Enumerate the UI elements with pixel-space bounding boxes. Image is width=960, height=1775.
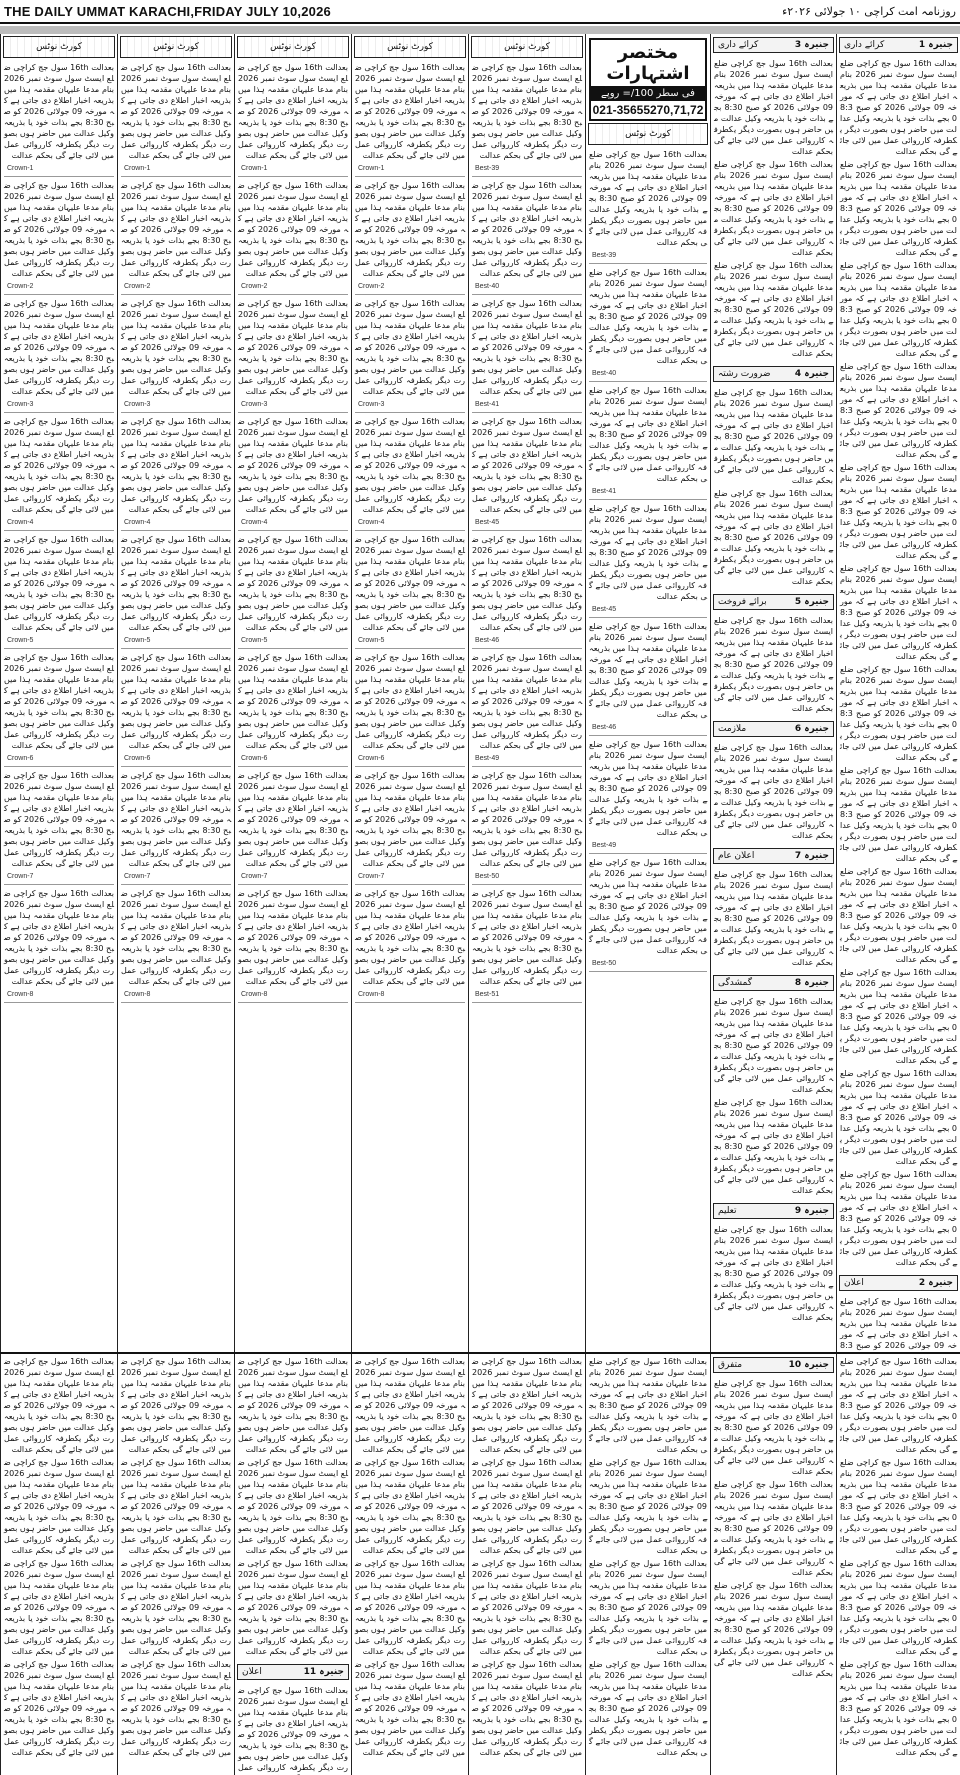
bottom-column-4: بعدالت 16th سول جج کراچی ضلع ایسٹ سول سوٹ نمبر 2026 بنام مدعا علیہان مقدمہ ہذا میں بذریعہ اخبار اطلاع دی جاتی ہے کہ مورخہ 09 جولائی 2026 کو صبح 8:30 بجے بذات خود یا بذریعہ وکیل عدالت میں حاضر ہوں بصورت دیگر یکطرفہ کارروائی عمل میں لائی جائے گی بحکم عدالت بعدالت 16th سول جج کراچی ضلع ایسٹ سول سوٹ نمبر 2026 بنام مدعا علیہان مقدمہ ہذا میں بذریعہ اخبار اطلاع دی جاتی ہے کہ مورخہ 09 جولائی 2026 کو صبح 8:30 بجے بذات خود یا بذریعہ وکیل عدالت میں حاضر ہوں بصورت دیگر یکطرفہ کارروائی عمل میں لائی جائے گی بحکم عدالت بعدالت 16th سول جج کراچی ضلع ایسٹ سول سوٹ نمبر 2026 بنام مدعا علیہان مقدمہ ہذا میں بذریعہ اخبار اطلاع دی جاتی ہے کہ مورخہ 09 جولائی 2026 کو صبح 8:30 بجے بذات خود یا بذریعہ وکیل عدالت میں حاضر ہوں بصورت دیگر یکطرفہ کارروائی عمل میں لائی جائے گی بحکم عدالت بعدالت 16th سول جج کراچی ضلع ایسٹ سول سوٹ نمبر 2026 بنام مدعا علیہان مقدمہ ہذا میں بذریعہ اخبار اطلاع دی جاتی ہے کہ مورخہ 09 جولائی 2026 کو صبح 8:30 بجے بذات خود یا بذریعہ وکیل عدالت میں حاضر ہوں بصورت دیگر یکطرفہ کارروائی عمل میں لائی جائے گی بحکم عدالت (351, 1354, 468, 1775)
column-1 (0, 34, 117, 1352)
section-header: جنیرہ 6 ملازمت (713, 721, 834, 737)
column-4 (351, 34, 468, 1352)
column-body: بعدالت 16th سول جج کراچی ضلع ایسٹ سول سوٹ نمبر 2026 بنام مدعا علیہان مقدمہ ہذا میں بذریعہ اخبار اطلاع دی جاتی ہے کہ مورخہ 09 جولائی 2026 کو صبح 8:30 بجے بذات خود یا بذریعہ وکیل عدالت میں حاضر ہوں بصورت دیگر یکطرفہ کارروائی عمل میں لائی جائے گی بحکم عدالت (714, 743, 834, 840)
column-body: بعدالت 16th سول جج کراچی ضلع ایسٹ سول سوٹ نمبر 2026 بنام مدعا علیہان مقدمہ ہذا میں بذریعہ اخبار اطلاع دی جاتی ہے کہ مورخہ 09 جولائی 2026 کو صبح 8:30 بجے بذات خود یا بذریعہ وکیل عدالت میں حاضر ہوں بصورت دیگر یکطرفہ کارروائی عمل میں لائی جائے گی بحکم عدالت بعدالت 16th سول جج کراچی ضلع ایسٹ سول سوٹ نمبر 2026 بنام مدعا علیہان مقدمہ ہذا میں بذریعہ اخبار اطلاع دی جاتی ہے کہ مورخہ 09 جولائی 2026 کو صبح 8:30 بجے بذات خود یا بذریعہ وکیل عدالت میں حاضر ہوں بصورت دیگر یکطرفہ کارروائی عمل میں لائی جائے گی بحکم عدالت (714, 997, 834, 1195)
column-5 (468, 34, 585, 1352)
section-header: جنیرہ 9 تعلیم (713, 1203, 834, 1219)
header-divider (0, 26, 960, 34)
column-body: بعدالت 16th سول جج کراچی ضلع ایسٹ سول سوٹ نمبر 2026 بنام مدعا علیہان مقدمہ ہذا میں بذریعہ اخبار اطلاع دی جاتی ہے کہ مورخہ 09 جولائی 2026 کو صبح 8:30 بجے بذات خود یا بذریعہ وکیل عدالت میں حاضر ہوں بصورت دیگر یکطرفہ کارروائی عمل میں لائی جائے گی بحکم عدالت (714, 616, 834, 713)
bottom-column-8: بعدالت 16th سول جج کراچی ضلع ایسٹ سول سوٹ نمبر 2026 بنام مدعا علیہان مقدمہ ہذا میں بذریعہ اخبار اطلاع دی جاتی ہے کہ مورخہ 09 جولائی 2026 کو صبح 8:30 بجے بذات خود یا بذریعہ وکیل عدالت میں حاضر ہوں بصورت دیگر یکطرفہ کارروائی عمل میں لائی جائے گی بحکم عدالت بعدالت 16th سول جج کراچی ضلع ایسٹ سول سوٹ نمبر 2026 بنام مدعا علیہان مقدمہ ہذا میں بذریعہ اخبار اطلاع دی جاتی ہے کہ مورخہ 09 جولائی 2026 کو صبح 8:30 بجے بذات خود یا بذریعہ وکیل عدالت میں حاضر ہوں بصورت دیگر یکطرفہ کارروائی عمل میں لائی جائے گی بحکم عدالت بعدالت 16th سول جج کراچی ضلع ایسٹ سول سوٹ نمبر 2026 بنام مدعا علیہان مقدمہ ہذا میں بذریعہ اخبار اطلاع دی جاتی ہے کہ مورخہ 09 جولائی 2026 کو صبح 8:30 بجے بذات خود یا بذریعہ وکیل عدالت میں حاضر ہوں بصورت دیگر یکطرفہ کارروائی عمل میں لائی جائے گی بحکم عدالت بعدالت 16th سول جج کراچی ضلع ایسٹ سول سوٹ نمبر 2026 بنام مدعا علیہان مقدمہ ہذا میں بذریعہ اخبار اطلاع دی جاتی ہے کہ مورخہ 09 جولائی 2026 کو صبح 8:30 بجے بذات خود یا بذریعہ وکیل عدالت میں حاضر ہوں بصورت دیگر یکطرفہ کارروائی عمل میں لائی جائے گی بحکم عدالت (836, 1354, 960, 1775)
column-body: بعدالت 16th سول جج کراچی ضلع ایسٹ سول سوٹ نمبر 2026 بنام مدعا علیہان مقدمہ ہذا میں بذریعہ اخبار اطلاع دی جاتی ہے کہ مورخہ 09 جولائی 2026 کو صبح 8:30 بجے بذات خود یا بذریعہ وکیل عدالت میں حاضر ہوں بصورت دیگر یکطرفہ کارروائی عمل میں لائی جائے گی بحکم عدالت (714, 870, 834, 967)
bottom-column-6: بعدالت 16th سول جج کراچی ضلع ایسٹ سول سوٹ نمبر 2026 بنام مدعا علیہان مقدمہ ہذا میں بذریعہ اخبار اطلاع دی جاتی ہے کہ مورخہ 09 جولائی 2026 کو صبح 8:30 بجے بذات خود یا بذریعہ وکیل عدالت میں حاضر ہوں بصورت دیگر یکطرفہ کارروائی عمل میں لائی جائے گی بحکم عدالت بعدالت 16th سول جج کراچی ضلع ایسٹ سول سوٹ نمبر 2026 بنام مدعا علیہان مقدمہ ہذا میں بذریعہ اخبار اطلاع دی جاتی ہے کہ مورخہ 09 جولائی 2026 کو صبح 8:30 بجے بذات خود یا بذریعہ وکیل عدالت میں حاضر ہوں بصورت دیگر یکطرفہ کارروائی عمل میں لائی جائے گی بحکم عدالت بعدالت 16th سول جج کراچی ضلع ایسٹ سول سوٹ نمبر 2026 بنام مدعا علیہان مقدمہ ہذا میں بذریعہ اخبار اطلاع دی جاتی ہے کہ مورخہ 09 جولائی 2026 کو صبح 8:30 بجے بذات خود یا بذریعہ وکیل عدالت میں حاضر ہوں بصورت دیگر یکطرفہ کارروائی عمل میں لائی جائے گی بحکم عدالت بعدالت 16th سول جج کراچی ضلع ایسٹ سول سوٹ نمبر 2026 بنام مدعا علیہان مقدمہ ہذا میں بذریعہ اخبار اطلاع دی جاتی ہے کہ مورخہ 09 جولائی 2026 کو صبح 8:30 بجے بذات خود یا بذریعہ وکیل عدالت میں حاضر ہوں بصورت دیگر یکطرفہ کارروائی عمل میں لائی جائے گی بحکم عدالت (585, 1354, 710, 1775)
bottom-column-5: بعدالت 16th سول جج کراچی ضلع ایسٹ سول سوٹ نمبر 2026 بنام مدعا علیہان مقدمہ ہذا میں بذریعہ اخبار اطلاع دی جاتی ہے کہ مورخہ 09 جولائی 2026 کو صبح 8:30 بجے بذات خود یا بذریعہ وکیل عدالت میں حاضر ہوں بصورت دیگر یکطرفہ کارروائی عمل میں لائی جائے گی بحکم عدالت بعدالت 16th سول جج کراچی ضلع ایسٹ سول سوٹ نمبر 2026 بنام مدعا علیہان مقدمہ ہذا میں بذریعہ اخبار اطلاع دی جاتی ہے کہ مورخہ 09 جولائی 2026 کو صبح 8:30 بجے بذات خود یا بذریعہ وکیل عدالت میں حاضر ہوں بصورت دیگر یکطرفہ کارروائی عمل میں لائی جائے گی بحکم عدالت بعدالت 16th سول جج کراچی ضلع ایسٹ سول سوٹ نمبر 2026 بنام مدعا علیہان مقدمہ ہذا میں بذریعہ اخبار اطلاع دی جاتی ہے کہ مورخہ 09 جولائی 2026 کو صبح 8:30 بجے بذات خود یا بذریعہ وکیل عدالت میں حاضر ہوں بصورت دیگر یکطرفہ کارروائی عمل میں لائی جائے گی بحکم عدالت بعدالت 16th سول جج کراچی ضلع ایسٹ سول سوٹ نمبر 2026 بنام مدعا علیہان مقدمہ ہذا میں بذریعہ اخبار اطلاع دی جاتی ہے کہ مورخہ 09 جولائی 2026 کو صبح 8:30 بجے بذات خود یا بذریعہ وکیل عدالت میں حاضر ہوں بصورت دیگر یکطرفہ کارروائی عمل میں لائی جائے گی بحکم عدالت (468, 1354, 585, 1775)
bottom-column-1: بعدالت 16th سول جج کراچی ضلع ایسٹ سول سوٹ نمبر 2026 بنام مدعا علیہان مقدمہ ہذا میں بذریعہ اخبار اطلاع دی جاتی ہے کہ مورخہ 09 جولائی 2026 کو صبح 8:30 بجے بذات خود یا بذریعہ وکیل عدالت میں حاضر ہوں بصورت دیگر یکطرفہ کارروائی عمل میں لائی جائے گی بحکم عدالت بعدالت 16th سول جج کراچی ضلع ایسٹ سول سوٹ نمبر 2026 بنام مدعا علیہان مقدمہ ہذا میں بذریعہ اخبار اطلاع دی جاتی ہے کہ مورخہ 09 جولائی 2026 کو صبح 8:30 بجے بذات خود یا بذریعہ وکیل عدالت میں حاضر ہوں بصورت دیگر یکطرفہ کارروائی عمل میں لائی جائے گی بحکم عدالت بعدالت 16th سول جج کراچی ضلع ایسٹ سول سوٹ نمبر 2026 بنام مدعا علیہان مقدمہ ہذا میں بذریعہ اخبار اطلاع دی جاتی ہے کہ مورخہ 09 جولائی 2026 کو صبح 8:30 بجے بذات خود یا بذریعہ وکیل عدالت میں حاضر ہوں بصورت دیگر یکطرفہ کارروائی عمل میں لائی جائے گی بحکم عدالت بعدالت 16th سول جج کراچی ضلع ایسٹ سول سوٹ نمبر 2026 بنام مدعا علیہان مقدمہ ہذا میں بذریعہ اخبار اطلاع دی جاتی ہے کہ مورخہ 09 جولائی 2026 کو صبح 8:30 بجے بذات خود یا بذریعہ وکیل عدالت میں حاضر ہوں بصورت دیگر یکطرفہ کارروائی عمل میں لائی جائے گی بحکم عدالت (0, 1354, 117, 1775)
classifieds-header (589, 38, 707, 121)
column-body: بعدالت 16th سول جج کراچی ضلع ایسٹ سول سوٹ نمبر 2026 بنام مدعا علیہان مقدمہ ہذا میں بذریعہ اخبار اطلاع دی جاتی ہے کہ مورخہ 09 جولائی 2026 کو صبح 8:30 بجے بذات خود یا بذریعہ وکیل عدالت میں حاضر ہوں بصورت دیگر یکطرفہ کارروائی عمل میں لائی جائے گی بحکم عدالت Best-39 بعدالت 16th سول جج کراچی ضلع ایسٹ سول سوٹ نمبر 2026 بنام مدعا علیہان مقدمہ ہذا میں بذریعہ اخبار اطلاع دی جاتی ہے کہ مورخہ 09 جولائی 2026 کو صبح 8:30 بجے بذات خود یا بذریعہ وکیل عدالت میں حاضر ہوں بصورت دیگر یکطرفہ کارروائی عمل میں لائی جائے گی بحکم عدالت Best-40 بعدالت 16th سول جج کراچی ضلع ایسٹ سول سوٹ نمبر 2026 بنام مدعا علیہان مقدمہ ہذا میں بذریعہ اخبار اطلاع دی جاتی ہے کہ مورخہ 09 جولائی 2026 کو صبح 8:30 بجے بذات خود یا بذریعہ وکیل عدالت میں حاضر ہوں بصورت دیگر یکطرفہ کارروائی عمل میں لائی جائے گی بحکم عدالت Best-41 بعدالت 16th سول جج کراچی ضلع ایسٹ سول سوٹ نمبر 2026 بنام مدعا علیہان مقدمہ ہذا میں بذریعہ اخبار اطلاع دی جاتی ہے کہ مورخہ 09 جولائی 2026 کو صبح 8:30 بجے بذات خود یا بذریعہ وکیل عدالت میں حاضر ہوں بصورت دیگر یکطرفہ کارروائی عمل میں لائی جائے گی بحکم عدالت Best-45 بعدالت 16th سول جج کراچی ضلع ایسٹ سول سوٹ نمبر 2026 بنام مدعا علیہان مقدمہ ہذا میں بذریعہ اخبار اطلاع دی جاتی ہے کہ مورخہ 09 جولائی 2026 کو صبح 8:30 بجے بذات خود یا بذریعہ وکیل عدالت میں حاضر ہوں بصورت دیگر یکطرفہ کارروائی عمل میں لائی جائے گی بحکم عدالت Best-46 بعدالت 16th سول جج کراچی ضلع ایسٹ سول سوٹ نمبر 2026 بنام مدعا علیہان مقدمہ ہذا میں بذریعہ اخبار اطلاع دی جاتی ہے کہ مورخہ 09 جولائی 2026 کو صبح 8:30 بجے بذات خود یا بذریعہ وکیل عدالت میں حاضر ہوں بصورت دیگر یکطرفہ کارروائی عمل میں لائی جائے گی بحکم عدالت Best-49 بعدالت 16th سول جج کراچی ضلع ایسٹ سول سوٹ نمبر 2026 بنام مدعا علیہان مقدمہ ہذا میں بذریعہ اخبار اطلاع دی جاتی ہے کہ مورخہ 09 جولائی 2026 کو صبح 8:30 بجے بذات خود یا بذریعہ وکیل عدالت میں حاضر ہوں بصورت دیگر یکطرفہ کارروائی عمل میں لائی جائے گی بحکم عدالت Best-50 بعدالت 16th سول جج کراچی ضلع ایسٹ سول سوٹ نمبر 2026 بنام مدعا علیہان مقدمہ ہذا میں بذریعہ اخبار اطلاع دی جاتی ہے کہ مورخہ 09 جولائی 2026 کو صبح 8:30 بجے بذات خود یا بذریعہ وکیل عدالت میں حاضر ہوں بصورت دیگر یکطرفہ کارروائی عمل میں لائی جائے گی بحکم عدالت Best-51 (469, 60, 585, 1008)
column-body: بعدالت 16th سول جج کراچی ضلع ایسٹ سول سوٹ نمبر 2026 بنام مدعا علیہان مقدمہ ہذا میں بذریعہ اخبار اطلاع دی جاتی ہے کہ مورخہ 09 جولائی 2026 کو صبح 8:30 بجے بذات خود یا بذریعہ وکیل عدالت میں حاضر ہوں بصورت دیگر یکطرفہ کارروائی عمل میں لائی جائے گی بحکم عدالت Crown-1 بعدالت 16th سول جج کراچی ضلع ایسٹ سول سوٹ نمبر 2026 بنام مدعا علیہان مقدمہ ہذا میں بذریعہ اخبار اطلاع دی جاتی ہے کہ مورخہ 09 جولائی 2026 کو صبح 8:30 بجے بذات خود یا بذریعہ وکیل عدالت میں حاضر ہوں بصورت دیگر یکطرفہ کارروائی عمل میں لائی جائے گی بحکم عدالت Crown-2 بعدالت 16th سول جج کراچی ضلع ایسٹ سول سوٹ نمبر 2026 بنام مدعا علیہان مقدمہ ہذا میں بذریعہ اخبار اطلاع دی جاتی ہے کہ مورخہ 09 جولائی 2026 کو صبح 8:30 بجے بذات خود یا بذریعہ وکیل عدالت میں حاضر ہوں بصورت دیگر یکطرفہ کارروائی عمل میں لائی جائے گی بحکم عدالت Crown-3 بعدالت 16th سول جج کراچی ضلع ایسٹ سول سوٹ نمبر 2026 بنام مدعا علیہان مقدمہ ہذا میں بذریعہ اخبار اطلاع دی جاتی ہے کہ مورخہ 09 جولائی 2026 کو صبح 8:30 بجے بذات خود یا بذریعہ وکیل عدالت میں حاضر ہوں بصورت دیگر یکطرفہ کارروائی عمل میں لائی جائے گی بحکم عدالت Crown-4 بعدالت 16th سول جج کراچی ضلع ایسٹ سول سوٹ نمبر 2026 بنام مدعا علیہان مقدمہ ہذا میں بذریعہ اخبار اطلاع دی جاتی ہے کہ مورخہ 09 جولائی 2026 کو صبح 8:30 بجے بذات خود یا بذریعہ وکیل عدالت میں حاضر ہوں بصورت دیگر یکطرفہ کارروائی عمل میں لائی جائے گی بحکم عدالت Crown-5 بعدالت 16th سول جج کراچی ضلع ایسٹ سول سوٹ نمبر 2026 بنام مدعا علیہان مقدمہ ہذا میں بذریعہ اخبار اطلاع دی جاتی ہے کہ مورخہ 09 جولائی 2026 کو صبح 8:30 بجے بذات خود یا بذریعہ وکیل عدالت میں حاضر ہوں بصورت دیگر یکطرفہ کارروائی عمل میں لائی جائے گی بحکم عدالت Crown-6 بعدالت 16th سول جج کراچی ضلع ایسٹ سول سوٹ نمبر 2026 بنام مدعا علیہان مقدمہ ہذا میں بذریعہ اخبار اطلاع دی جاتی ہے کہ مورخہ 09 جولائی 2026 کو صبح 8:30 بجے بذات خود یا بذریعہ وکیل عدالت میں حاضر ہوں بصورت دیگر یکطرفہ کارروائی عمل میں لائی جائے گی بحکم عدالت Crown-7 بعدالت 16th سول جج کراچی ضلع ایسٹ سول سوٹ نمبر 2026 بنام مدعا علیہان مقدمہ ہذا میں بذریعہ اخبار اطلاع دی جاتی ہے کہ مورخہ 09 جولائی 2026 کو صبح 8:30 بجے بذات خود یا بذریعہ وکیل عدالت میں حاضر ہوں بصورت دیگر یکطرفہ کارروائی عمل میں لائی جائے گی بحکم عدالت Crown-8 (118, 60, 234, 1008)
section-header: جنیرہ 8 گمشدگی (713, 975, 834, 991)
bottom-column-3: بعدالت 16th سول جج کراچی ضلع ایسٹ سول سوٹ نمبر 2026 بنام مدعا علیہان مقدمہ ہذا میں بذریعہ اخبار اطلاع دی جاتی ہے کہ مورخہ 09 جولائی 2026 کو صبح 8:30 بجے بذات خود یا بذریعہ وکیل عدالت میں حاضر ہوں بصورت دیگر یکطرفہ کارروائی عمل میں لائی جائے گی بحکم عدالت بعدالت 16th سول جج کراچی ضلع ایسٹ سول سوٹ نمبر 2026 بنام مدعا علیہان مقدمہ ہذا میں بذریعہ اخبار اطلاع دی جاتی ہے کہ مورخہ 09 جولائی 2026 کو صبح 8:30 بجے بذات خود یا بذریعہ وکیل عدالت میں حاضر ہوں بصورت دیگر یکطرفہ کارروائی عمل میں لائی جائے گی بحکم عدالت بعدالت 16th سول جج کراچی ضلع ایسٹ سول سوٹ نمبر 2026 بنام مدعا علیہان مقدمہ ہذا میں بذریعہ اخبار اطلاع دی جاتی ہے کہ مورخہ 09 جولائی 2026 کو صبح 8:30 بجے بذات خود یا بذریعہ وکیل عدالت میں حاضر ہوں بصورت دیگر یکطرفہ کارروائی عمل میں لائی جائے گی بحکم عدالت جنیرہ 11 اعلان بعدالت 16th سول جج کراچی ضلع ایسٹ سول سوٹ نمبر 2026 بنام مدعا علیہان مقدمہ ہذا میں بذریعہ اخبار اطلاع دی جاتی ہے کہ مورخہ 09 جولائی 2026 کو صبح 8:30 بجے بذات خود یا بذریعہ وکیل عدالت میں حاضر ہوں بصورت دیگر یکطرفہ کارروائی عمل (234, 1354, 351, 1775)
section-header: جنیرہ 1 کرائے داری (839, 37, 958, 53)
column-body: بعدالت 16th سول جج کراچی ضلع ایسٹ سول سوٹ نمبر 2026 بنام مدعا علیہان مقدمہ ہذا میں بذریعہ اخبار اطلاع دی جاتی ہے کہ مورخہ 09 جولائی 2026 کو صبح 8:30 بجے بذات خود یا بذریعہ وکیل عدالت میں حاضر ہوں بصورت دیگر یکطرفہ کارروائی عمل میں لائی جائے گی بحکم عدالت بعدالت 16th سول جج کراچی ضلع ایسٹ سول سوٹ نمبر 2026 بنام مدعا علیہان مقدمہ ہذا میں بذریعہ اخبار اطلاع دی جاتی ہے کہ مورخہ 09 جولائی 2026 کو صبح 8:30 بجے بذات خود یا بذریعہ وکیل عدالت میں حاضر ہوں بصورت دیگر یکطرفہ کارروائی عمل میں لائی جائے گی بحکم عدالت بعدالت 16th سول جج کراچی ضلع ایسٹ سول سوٹ نمبر 2026 بنام مدعا علیہان مقدمہ ہذا میں بذریعہ اخبار اطلاع دی جاتی ہے کہ مورخہ 09 جولائی 2026 کو صبح 8:30 بجے بذات خود یا بذریعہ وکیل عدالت میں حاضر ہوں بصورت دیگر یکطرفہ کارروائی عمل میں لائی جائے گی بحکم عدالت بعدالت 16th سول جج کراچی ضلع ایسٹ سول سوٹ نمبر 2026 بنام مدعا علیہان مقدمہ ہذا میں بذریعہ اخبار اطلاع دی جاتی ہے کہ مورخہ 09 جولائی 2026 کو صبح 8:30 بجے بذات خود یا بذریعہ وکیل عدالت میں حاضر ہوں بصورت دیگر یکطرفہ کارروائی عمل میں لائی جائے گی بحکم عدالت بعدالت 16th سول جج کراچی ضلع ایسٹ سول سوٹ نمبر 2026 بنام مدعا علیہان مقدمہ ہذا میں بذریعہ اخبار اطلاع دی جاتی ہے کہ مورخہ 09 جولائی 2026 کو صبح 8:30 بجے بذات خود یا بذریعہ وکیل عدالت میں حاضر ہوں بصورت دیگر یکطرفہ کارروائی عمل میں لائی جائے گی بحکم عدالت بعدالت 16th سول جج کراچی ضلع ایسٹ سول سوٹ نمبر 2026 بنام مدعا علیہان مقدمہ ہذا میں بذریعہ اخبار اطلاع دی جاتی ہے کہ مورخہ 09 جولائی 2026 کو صبح 8:30 بجے بذات خود یا بذریعہ وکیل عدالت میں حاضر ہوں بصورت دیگر یکطرفہ کارروائی عمل میں لائی جائے گی بحکم عدالت بعدالت 16th سول جج کراچی ضلع ایسٹ سول سوٹ نمبر 2026 بنام مدعا علیہان مقدمہ ہذا میں بذریعہ اخبار اطلاع دی جاتی ہے کہ مورخہ 09 جولائی 2026 کو صبح 8:30 بجے بذات خود یا بذریعہ وکیل عدالت میں حاضر ہوں بصورت دیگر یکطرفہ کارروائی عمل میں لائی جائے گی بحکم عدالت بعدالت 16th سول جج کراچی ضلع ایسٹ سول سوٹ نمبر 2026 بنام مدعا علیہان مقدمہ ہذا میں بذریعہ اخبار اطلاع دی جاتی ہے کہ مورخہ 09 جولائی 2026 کو صبح 8:30 بجے بذات خود یا بذریعہ وکیل عدالت میں حاضر ہوں بصورت دیگر یکطرفہ کارروائی عمل میں لائی جائے گی بحکم عدالت بعدالت 16th سول جج کراچی ضلع ایسٹ سول سوٹ نمبر 2026 بنام مدعا علیہان مقدمہ ہذا میں بذریعہ اخبار اطلاع دی جاتی ہے کہ مورخہ 09 جولائی 2026 کو صبح 8:30 بجے بذات خود یا بذریعہ وکیل عدالت میں حاضر ہوں بصورت دیگر یکطرفہ کارروائی عمل میں لائی جائے گی بحکم عدالت بعدالت 16th سول جج کراچی ضلع ایسٹ سول سوٹ نمبر 2026 بنام مدعا علیہان مقدمہ ہذا میں بذریعہ اخبار اطلاع دی جاتی ہے کہ مورخہ 09 جولائی 2026 کو صبح 8:30 بجے بذات خود یا بذریعہ وکیل عدالت میں حاضر ہوں بصورت دیگر یکطرفہ کارروائی عمل میں لائی جائے گی بحکم عدالت بعدالت 16th سول جج کراچی ضلع ایسٹ سول سوٹ نمبر 2026 بنام مدعا علیہان مقدمہ ہذا میں بذریعہ اخبار اطلاع دی جاتی ہے کہ مورخہ 09 جولائی 2026 کو صبح 8:30 بجے بذات خود یا بذریعہ وکیل عدالت میں حاضر ہوں بصورت دیگر یکطرفہ کارروائی عمل میں لائی جائے گی بحکم عدالت بعدالت 16th سول جج کراچی ضلع ایسٹ سول سوٹ نمبر 2026 بنام مدعا علیہان مقدمہ ہذا میں بذریعہ اخبار اطلاع دی جاتی ہے کہ مورخہ 09 جولائی 2026 کو صبح 8:30 بجے بذات خود یا بذریعہ وکیل عدالت میں حاضر ہوں بصورت دیگر یکطرفہ کارروائی عمل میں لائی جائے گی بحکم عدالت (840, 59, 958, 1267)
column-body: بعدالت 16th سول جج کراچی ضلع ایسٹ سول سوٹ نمبر 2026 بنام مدعا علیہان مقدمہ ہذا میں بذریعہ اخبار اطلاع دی جاتی ہے کہ مورخہ 09 جولائی 2026 کو صبح 8:30 بجے بذات خود یا بذریعہ وکیل عدالت میں حاضر ہوں بصورت دیگر یکطرفہ کارروائی عمل میں لائی جائے گی بحکم عدالت Crown-1 بعدالت 16th سول جج کراچی ضلع ایسٹ سول سوٹ نمبر 2026 بنام مدعا علیہان مقدمہ ہذا میں بذریعہ اخبار اطلاع دی جاتی ہے کہ مورخہ 09 جولائی 2026 کو صبح 8:30 بجے بذات خود یا بذریعہ وکیل عدالت میں حاضر ہوں بصورت دیگر یکطرفہ کارروائی عمل میں لائی جائے گی بحکم عدالت Crown-2 بعدالت 16th سول جج کراچی ضلع ایسٹ سول سوٹ نمبر 2026 بنام مدعا علیہان مقدمہ ہذا میں بذریعہ اخبار اطلاع دی جاتی ہے کہ مورخہ 09 جولائی 2026 کو صبح 8:30 بجے بذات خود یا بذریعہ وکیل عدالت میں حاضر ہوں بصورت دیگر یکطرفہ کارروائی عمل میں لائی جائے گی بحکم عدالت Crown-3 بعدالت 16th سول جج کراچی ضلع ایسٹ سول سوٹ نمبر 2026 بنام مدعا علیہان مقدمہ ہذا میں بذریعہ اخبار اطلاع دی جاتی ہے کہ مورخہ 09 جولائی 2026 کو صبح 8:30 بجے بذات خود یا بذریعہ وکیل عدالت میں حاضر ہوں بصورت دیگر یکطرفہ کارروائی عمل میں لائی جائے گی بحکم عدالت Crown-4 بعدالت 16th سول جج کراچی ضلع ایسٹ سول سوٹ نمبر 2026 بنام مدعا علیہان مقدمہ ہذا میں بذریعہ اخبار اطلاع دی جاتی ہے کہ مورخہ 09 جولائی 2026 کو صبح 8:30 بجے بذات خود یا بذریعہ وکیل عدالت میں حاضر ہوں بصورت دیگر یکطرفہ کارروائی عمل میں لائی جائے گی بحکم عدالت Crown-5 بعدالت 16th سول جج کراچی ضلع ایسٹ سول سوٹ نمبر 2026 بنام مدعا علیہان مقدمہ ہذا میں بذریعہ اخبار اطلاع دی جاتی ہے کہ مورخہ 09 جولائی 2026 کو صبح 8:30 بجے بذات خود یا بذریعہ وکیل عدالت میں حاضر ہوں بصورت دیگر یکطرفہ کارروائی عمل میں لائی جائے گی بحکم عدالت Crown-6 بعدالت 16th سول جج کراچی ضلع ایسٹ سول سوٹ نمبر 2026 بنام مدعا علیہان مقدمہ ہذا میں بذریعہ اخبار اطلاع دی جاتی ہے کہ مورخہ 09 جولائی 2026 کو صبح 8:30 بجے بذات خود یا بذریعہ وکیل عدالت میں حاضر ہوں بصورت دیگر یکطرفہ کارروائی عمل میں لائی جائے گی بحکم عدالت Crown-7 بعدالت 16th سول جج کراچی ضلع ایسٹ سول سوٹ نمبر 2026 بنام مدعا علیہان مقدمہ ہذا میں بذریعہ اخبار اطلاع دی جاتی ہے کہ مورخہ 09 جولائی 2026 کو صبح 8:30 بجے بذات خود یا بذریعہ وکیل عدالت میں حاضر ہوں بصورت دیگر یکطرفہ کارروائی عمل میں لائی جائے گی بحکم عدالت Crown-8 (235, 60, 351, 1008)
classifieds-phone: 021-35655270,71,72 (592, 103, 704, 117)
bottom-section (0, 1352, 960, 1775)
column-classifieds (585, 34, 710, 1352)
section-header: جنیرہ 3 کرائے داری (713, 37, 834, 53)
column-3 (234, 34, 351, 1352)
section-header: جنیرہ 10 متفرق (713, 1357, 834, 1373)
column-head: کورٹ نوٹس (354, 36, 466, 58)
column-body: بعدالت 16th سول جج کراچی ضلع ایسٹ سول سوٹ نمبر 2026 بنام مدعا علیہان مقدمہ ہذا میں بذریعہ اخبار اطلاع دی جاتی ہے کہ مورخہ 09 جولائی 2026 کو صبح 8:30 بجے بذات خود یا بذریعہ وکیل عدالت میں حاضر ہوں بصورت دیگر یکطرفہ کارروائی عمل میں لائی جائے گی بحکم عدالت بعدالت 16th سول جج کراچی ضلع ایسٹ سول سوٹ نمبر 2026 بنام مدعا علیہان مقدمہ ہذا میں بذریعہ اخبار اطلاع دی جاتی ہے کہ مورخہ 09 جولائی 2026 کو صبح 8:30 بجے بذات خود یا بذریعہ وکیل عدالت میں حاضر ہوں بصورت دیگر یکطرفہ کارروائی عمل میں لائی جائے گی بحکم عدالت (714, 388, 834, 586)
section-header: جنیرہ 4 ضرورت رشتہ (713, 366, 834, 382)
classifieds-title: مختصر اشتہارات (606, 42, 690, 84)
column-head: کورٹ نوٹس (120, 36, 232, 58)
section-header: جنیرہ 5 برائے فروخت (713, 594, 834, 610)
section-header: جنیرہ 11 اعلان (237, 1664, 349, 1680)
column-head: کورٹ نوٹس (3, 36, 115, 58)
masthead-urdu-title: روزنامہ امت کراچی ۱۰ جولائی ۲۰۲۶ء (782, 4, 956, 18)
masthead-english-title: THE DAILY UMMAT KARACHI,FRIDAY JULY 10,2026 (4, 3, 331, 19)
column-body: بعدالت 16th سول جج کراچی ضلع ایسٹ سول سوٹ نمبر 2026 بنام مدعا علیہان مقدمہ ہذا میں بذریعہ اخبار اطلاع دی جاتی ہے کہ مورخہ 09 جولائی 2026 کو صبح 8:30 بجے بذات خود یا بذریعہ وکیل عدالت میں حاضر ہوں بصورت دیگر یکطرفہ کارروائی عمل میں لائی جائے گی بحکم عدالت Crown-1 بعدالت 16th سول جج کراچی ضلع ایسٹ سول سوٹ نمبر 2026 بنام مدعا علیہان مقدمہ ہذا میں بذریعہ اخبار اطلاع دی جاتی ہے کہ مورخہ 09 جولائی 2026 کو صبح 8:30 بجے بذات خود یا بذریعہ وکیل عدالت میں حاضر ہوں بصورت دیگر یکطرفہ کارروائی عمل میں لائی جائے گی بحکم عدالت Crown-2 بعدالت 16th سول جج کراچی ضلع ایسٹ سول سوٹ نمبر 2026 بنام مدعا علیہان مقدمہ ہذا میں بذریعہ اخبار اطلاع دی جاتی ہے کہ مورخہ 09 جولائی 2026 کو صبح 8:30 بجے بذات خود یا بذریعہ وکیل عدالت میں حاضر ہوں بصورت دیگر یکطرفہ کارروائی عمل میں لائی جائے گی بحکم عدالت Crown-3 بعدالت 16th سول جج کراچی ضلع ایسٹ سول سوٹ نمبر 2026 بنام مدعا علیہان مقدمہ ہذا میں بذریعہ اخبار اطلاع دی جاتی ہے کہ مورخہ 09 جولائی 2026 کو صبح 8:30 بجے بذات خود یا بذریعہ وکیل عدالت میں حاضر ہوں بصورت دیگر یکطرفہ کارروائی عمل میں لائی جائے گی بحکم عدالت Crown-4 بعدالت 16th سول جج کراچی ضلع ایسٹ سول سوٹ نمبر 2026 بنام مدعا علیہان مقدمہ ہذا میں بذریعہ اخبار اطلاع دی جاتی ہے کہ مورخہ 09 جولائی 2026 کو صبح 8:30 بجے بذات خود یا بذریعہ وکیل عدالت میں حاضر ہوں بصورت دیگر یکطرفہ کارروائی عمل میں لائی جائے گی بحکم عدالت Crown-5 بعدالت 16th سول جج کراچی ضلع ایسٹ سول سوٹ نمبر 2026 بنام مدعا علیہان مقدمہ ہذا میں بذریعہ اخبار اطلاع دی جاتی ہے کہ مورخہ 09 جولائی 2026 کو صبح 8:30 بجے بذات خود یا بذریعہ وکیل عدالت میں حاضر ہوں بصورت دیگر یکطرفہ کارروائی عمل میں لائی جائے گی بحکم عدالت Crown-6 بعدالت 16th سول جج کراچی ضلع ایسٹ سول سوٹ نمبر 2026 بنام مدعا علیہان مقدمہ ہذا میں بذریعہ اخبار اطلاع دی جاتی ہے کہ مورخہ 09 جولائی 2026 کو صبح 8:30 بجے بذات خود یا بذریعہ وکیل عدالت میں حاضر ہوں بصورت دیگر یکطرفہ کارروائی عمل میں لائی جائے گی بحکم عدالت Crown-7 بعدالت 16th سول جج کراچی ضلع ایسٹ سول سوٹ نمبر 2026 بنام مدعا علیہان مقدمہ ہذا میں بذریعہ اخبار اطلاع دی جاتی ہے کہ مورخہ 09 جولائی 2026 کو صبح 8:30 بجے بذات خود یا بذریعہ وکیل عدالت میں حاضر ہوں بصورت دیگر یکطرفہ کارروائی عمل میں لائی جائے گی بحکم عدالت Crown-8 (352, 60, 468, 1008)
section-header: جنیرہ 2 اعلان (839, 1275, 958, 1291)
column-head: کورٹ نوٹس (237, 36, 349, 58)
column-body: بعدالت 16th سول جج کراچی ضلع ایسٹ سول سوٹ نمبر 2026 بنام مدعا علیہان مقدمہ ہذا میں بذریعہ اخبار اطلاع دی جاتی ہے کہ مورخہ 09 جولائی 2026 کو صبح 8:30 بجے بذات خود یا بذریعہ وکیل عدالت میں حاضر ہوں بصورت دیگر یکطرفہ کارروائی عمل میں لائی جائے گی بحکم عدالت بعدالت 16th سول جج کراچی ضلع ایسٹ سول سوٹ نمبر 2026 بنام مدعا علیہان مقدمہ ہذا میں بذریعہ اخبار اطلاع دی جاتی ہے کہ مورخہ 09 جولائی 2026 کو صبح 8:30 بجے بذات خود یا بذریعہ وکیل عدالت میں حاضر ہوں بصورت دیگر یکطرفہ کارروائی عمل میں لائی جائے گی بحکم عدالت بعدالت 16th سول جج کراچی ضلع ایسٹ سول سوٹ نمبر 2026 بنام مدعا علیہان مقدمہ ہذا میں بذریعہ اخبار اطلاع دی جاتی ہے کہ مورخہ 09 جولائی 2026 کو صبح 8:30 بجے بذات خود یا بذریعہ وکیل عدالت میں حاضر ہوں بصورت دیگر یکطرفہ کارروائی عمل میں لائی جائے گی بحکم عدالت (714, 59, 834, 358)
column-section-1 (836, 34, 960, 1352)
column-body: بعدالت 16th سول جج کراچی ضلع ایسٹ سول سوٹ نمبر 2026 بنام مدعا علیہان مقدمہ ہذا میں بذریعہ اخبار اطلاع دی جاتی ہے کہ مورخہ 09 جولائی 2026 کو صبح 8:30 بجے بذات خود یا بذریعہ وکیل عدالت میں حاضر ہوں بصورت دیگر یکطرفہ کارروائی عمل میں لائی جائے گی بحکم عدالت Crown-1 بعدالت 16th سول جج کراچی ضلع ایسٹ سول سوٹ نمبر 2026 بنام مدعا علیہان مقدمہ ہذا میں بذریعہ اخبار اطلاع دی جاتی ہے کہ مورخہ 09 جولائی 2026 کو صبح 8:30 بجے بذات خود یا بذریعہ وکیل عدالت میں حاضر ہوں بصورت دیگر یکطرفہ کارروائی عمل میں لائی جائے گی بحکم عدالت Crown-2 بعدالت 16th سول جج کراچی ضلع ایسٹ سول سوٹ نمبر 2026 بنام مدعا علیہان مقدمہ ہذا میں بذریعہ اخبار اطلاع دی جاتی ہے کہ مورخہ 09 جولائی 2026 کو صبح 8:30 بجے بذات خود یا بذریعہ وکیل عدالت میں حاضر ہوں بصورت دیگر یکطرفہ کارروائی عمل میں لائی جائے گی بحکم عدالت Crown-3 بعدالت 16th سول جج کراچی ضلع ایسٹ سول سوٹ نمبر 2026 بنام مدعا علیہان مقدمہ ہذا میں بذریعہ اخبار اطلاع دی جاتی ہے کہ مورخہ 09 جولائی 2026 کو صبح 8:30 بجے بذات خود یا بذریعہ وکیل عدالت میں حاضر ہوں بصورت دیگر یکطرفہ کارروائی عمل میں لائی جائے گی بحکم عدالت Crown-4 بعدالت 16th سول جج کراچی ضلع ایسٹ سول سوٹ نمبر 2026 بنام مدعا علیہان مقدمہ ہذا میں بذریعہ اخبار اطلاع دی جاتی ہے کہ مورخہ 09 جولائی 2026 کو صبح 8:30 بجے بذات خود یا بذریعہ وکیل عدالت میں حاضر ہوں بصورت دیگر یکطرفہ کارروائی عمل میں لائی جائے گی بحکم عدالت Crown-5 بعدالت 16th سول جج کراچی ضلع ایسٹ سول سوٹ نمبر 2026 بنام مدعا علیہان مقدمہ ہذا میں بذریعہ اخبار اطلاع دی جاتی ہے کہ مورخہ 09 جولائی 2026 کو صبح 8:30 بجے بذات خود یا بذریعہ وکیل عدالت میں حاضر ہوں بصورت دیگر یکطرفہ کارروائی عمل میں لائی جائے گی بحکم عدالت Crown-6 بعدالت 16th سول جج کراچی ضلع ایسٹ سول سوٹ نمبر 2026 بنام مدعا علیہان مقدمہ ہذا میں بذریعہ اخبار اطلاع دی جاتی ہے کہ مورخہ 09 جولائی 2026 کو صبح 8:30 بجے بذات خود یا بذریعہ وکیل عدالت میں حاضر ہوں بصورت دیگر یکطرفہ کارروائی عمل میں لائی جائے گی بحکم عدالت Crown-7 بعدالت 16th سول جج کراچی ضلع ایسٹ سول سوٹ نمبر 2026 بنام مدعا علیہان مقدمہ ہذا میں بذریعہ اخبار اطلاع دی جاتی ہے کہ مورخہ 09 جولائی 2026 کو صبح 8:30 بجے بذات خود یا بذریعہ وکیل عدالت میں حاضر ہوں بصورت دیگر یکطرفہ کارروائی عمل میں لائی جائے گی بحکم عدالت Crown-8 (1, 60, 117, 1008)
section-header: جنیرہ 7 اعلان عام (713, 848, 834, 864)
column-head: کورٹ نوٹس (471, 36, 583, 58)
column-body: بعدالت 16th سول جج کراچی ضلع ایسٹ سول سوٹ نمبر 2026 بنام مدعا علیہان مقدمہ ہذا میں بذریعہ اخبار اطلاع دی جاتی ہے کہ مورخہ 09 جولائی 2026 کو صبح 8:3 (840, 1297, 958, 1350)
column-body: بعدالت 16th سول جج کراچی ضلع ایسٹ سول سوٹ نمبر 2026 بنام مدعا علیہان مقدمہ ہذا میں بذریعہ اخبار اطلاع دی جاتی ہے کہ مورخہ 09 جولائی 2026 کو صبح 8:30 بجے بذات خود یا بذریعہ وکیل عدالت میں حاضر ہوں بصورت دیگر یکطرفہ کارروائی عمل میں لائی جائے گی بحکم عدالت (714, 1225, 834, 1322)
masthead (0, 0, 960, 24)
classifieds-rate: فی سطر 100/= روپے (591, 86, 705, 101)
bottom-column-7: جنیرہ 10 متفرق بعدالت 16th سول جج کراچی ضلع ایسٹ سول سوٹ نمبر 2026 بنام مدعا علیہان مقدمہ ہذا میں بذریعہ اخبار اطلاع دی جاتی ہے کہ مورخہ 09 جولائی 2026 کو صبح 8:30 بجے بذات خود یا بذریعہ وکیل عدالت میں حاضر ہوں بصورت دیگر یکطرفہ کارروائی عمل میں لائی جائے گی بحکم عدالت بعدالت 16th سول جج کراچی ضلع ایسٹ سول سوٹ نمبر 2026 بنام مدعا علیہان مقدمہ ہذا میں بذریعہ اخبار اطلاع دی جاتی ہے کہ مورخہ 09 جولائی 2026 کو صبح 8:30 بجے بذات خود یا بذریعہ وکیل عدالت میں حاضر ہوں بصورت دیگر یکطرفہ کارروائی عمل میں لائی جائے گی بحکم عدالت بعدالت 16th سول جج کراچی ضلع ایسٹ سول سوٹ نمبر 2026 بنام مدعا علیہان مقدمہ ہذا میں بذریعہ اخبار اطلاع دی جاتی ہے کہ مورخہ 09 جولائی 2026 کو صبح 8:30 بجے بذات خود یا بذریعہ وکیل عدالت میں حاضر ہوں بصورت دیگر یکطرفہ کارروائی عمل میں لائی جائے گی بحکم عدالت (710, 1354, 836, 1775)
column-head: کورٹ نوٹس (588, 123, 708, 145)
bottom-column-2: بعدالت 16th سول جج کراچی ضلع ایسٹ سول سوٹ نمبر 2026 بنام مدعا علیہان مقدمہ ہذا میں بذریعہ اخبار اطلاع دی جاتی ہے کہ مورخہ 09 جولائی 2026 کو صبح 8:30 بجے بذات خود یا بذریعہ وکیل عدالت میں حاضر ہوں بصورت دیگر یکطرفہ کارروائی عمل میں لائی جائے گی بحکم عدالت بعدالت 16th سول جج کراچی ضلع ایسٹ سول سوٹ نمبر 2026 بنام مدعا علیہان مقدمہ ہذا میں بذریعہ اخبار اطلاع دی جاتی ہے کہ مورخہ 09 جولائی 2026 کو صبح 8:30 بجے بذات خود یا بذریعہ وکیل عدالت میں حاضر ہوں بصورت دیگر یکطرفہ کارروائی عمل میں لائی جائے گی بحکم عدالت بعدالت 16th سول جج کراچی ضلع ایسٹ سول سوٹ نمبر 2026 بنام مدعا علیہان مقدمہ ہذا میں بذریعہ اخبار اطلاع دی جاتی ہے کہ مورخہ 09 جولائی 2026 کو صبح 8:30 بجے بذات خود یا بذریعہ وکیل عدالت میں حاضر ہوں بصورت دیگر یکطرفہ کارروائی عمل میں لائی جائے گی بحکم عدالت بعدالت 16th سول جج کراچی ضلع ایسٹ سول سوٹ نمبر 2026 بنام مدعا علیہان مقدمہ ہذا میں بذریعہ اخبار اطلاع دی جاتی ہے کہ مورخہ 09 جولائی 2026 کو صبح 8:30 بجے بذات خود یا بذریعہ وکیل عدالت میں حاضر ہوں بصورت دیگر یکطرفہ کارروائی عمل میں لائی جائے گی بحکم عدالت (117, 1354, 234, 1775)
column-2 (117, 34, 234, 1352)
column-body: بعدالت 16th سول جج کراچی ضلع ایسٹ سول سوٹ نمبر 2026 بنام مدعا علیہان مقدمہ ہذا میں بذریعہ اخبار اطلاع دی جاتی ہے کہ مورخہ 09 جولائی 2026 کو صبح 8:30 بجے بذات خود یا بذریعہ وکیل عدالت میں حاضر ہوں بصورت دیگر یکطرفہ کارروائی عمل میں لائی جائے گی بحکم عدالت Best-39 بعدالت 16th سول جج کراچی ضلع ایسٹ سول سوٹ نمبر 2026 بنام مدعا علیہان مقدمہ ہذا میں بذریعہ اخبار اطلاع دی جاتی ہے کہ مورخہ 09 جولائی 2026 کو صبح 8:30 بجے بذات خود یا بذریعہ وکیل عدالت میں حاضر ہوں بصورت دیگر یکطرفہ کارروائی عمل میں لائی جائے گی بحکم عدالت Best-40 بعدالت 16th سول جج کراچی ضلع ایسٹ سول سوٹ نمبر 2026 بنام مدعا علیہان مقدمہ ہذا میں بذریعہ اخبار اطلاع دی جاتی ہے کہ مورخہ 09 جولائی 2026 کو صبح 8:30 بجے بذات خود یا بذریعہ وکیل عدالت میں حاضر ہوں بصورت دیگر یکطرفہ کارروائی عمل میں لائی جائے گی بحکم عدالت Best-41 بعدالت 16th سول جج کراچی ضلع ایسٹ سول سوٹ نمبر 2026 بنام مدعا علیہان مقدمہ ہذا میں بذریعہ اخبار اطلاع دی جاتی ہے کہ مورخہ 09 جولائی 2026 کو صبح 8:30 بجے بذات خود یا بذریعہ وکیل عدالت میں حاضر ہوں بصورت دیگر یکطرفہ کارروائی عمل میں لائی جائے گی بحکم عدالت Best-45 بعدالت 16th سول جج کراچی ضلع ایسٹ سول سوٹ نمبر 2026 بنام مدعا علیہان مقدمہ ہذا میں بذریعہ اخبار اطلاع دی جاتی ہے کہ مورخہ 09 جولائی 2026 کو صبح 8:30 بجے بذات خود یا بذریعہ وکیل عدالت میں حاضر ہوں بصورت دیگر یکطرفہ کارروائی عمل میں لائی جائے گی بحکم عدالت Best-46 بعدالت 16th سول جج کراچی ضلع ایسٹ سول سوٹ نمبر 2026 بنام مدعا علیہان مقدمہ ہذا میں بذریعہ اخبار اطلاع دی جاتی ہے کہ مورخہ 09 جولائی 2026 کو صبح 8:30 بجے بذات خود یا بذریعہ وکیل عدالت میں حاضر ہوں بصورت دیگر یکطرفہ کارروائی عمل میں لائی جائے گی بحکم عدالت Best-49 بعدالت 16th سول جج کراچی ضلع ایسٹ سول سوٹ نمبر 2026 بنام مدعا علیہان مقدمہ ہذا میں بذریعہ اخبار اطلاع دی جاتی ہے کہ مورخہ 09 جولائی 2026 کو صبح 8:30 بجے بذات خود یا بذریعہ وکیل عدالت میں حاضر ہوں بصورت دیگر یکطرفہ کارروائی عمل میں لائی جائے گی بحکم عدالت Best-50 (586, 147, 710, 977)
column-section-2 (710, 34, 836, 1352)
